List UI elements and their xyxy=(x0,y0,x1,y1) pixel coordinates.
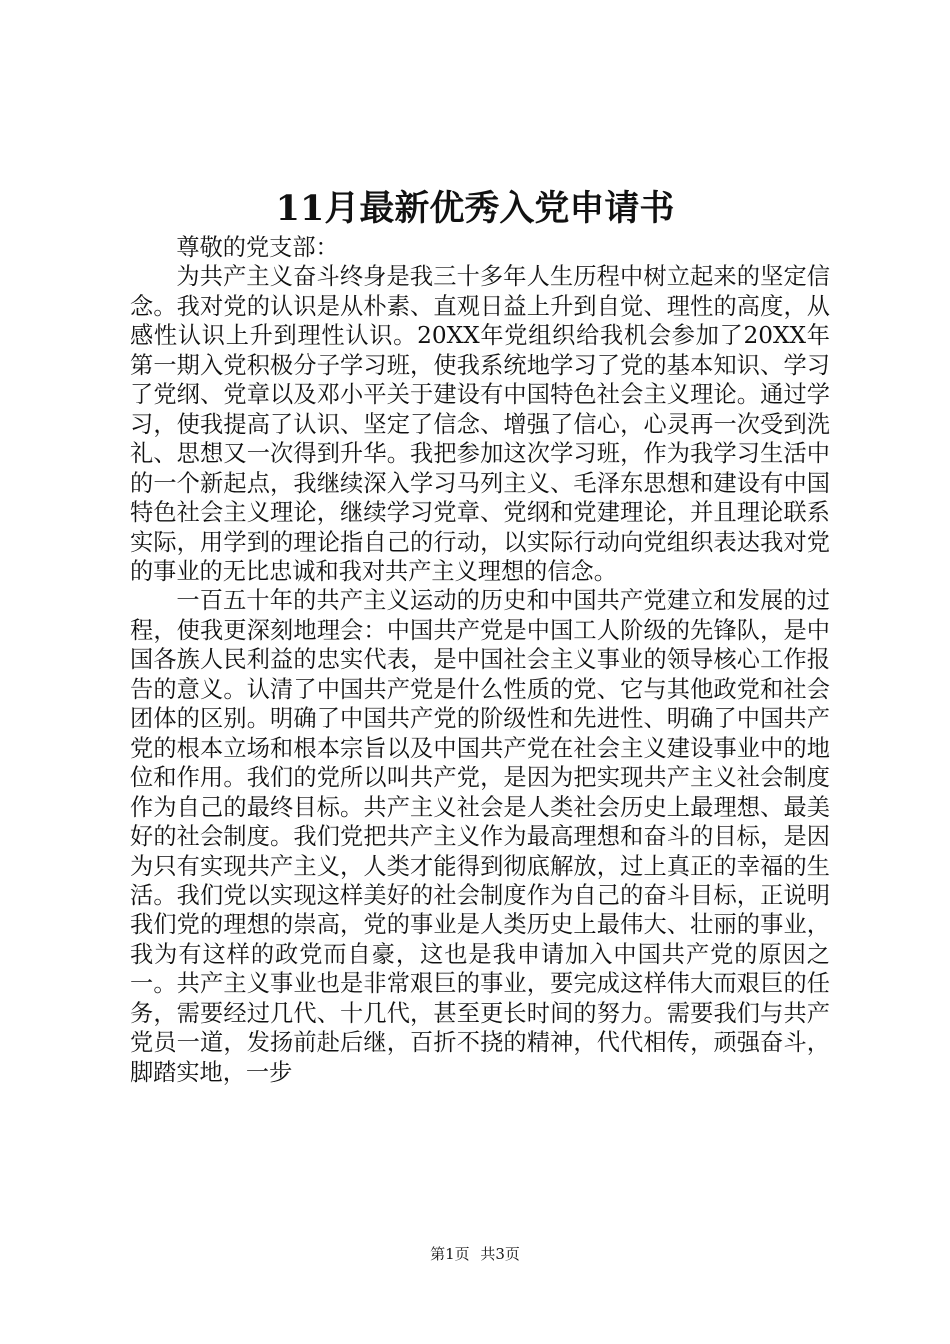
page-number-current: 第1页 xyxy=(430,1245,470,1263)
salutation: 尊敬的党支部： xyxy=(176,234,339,261)
paragraph-1: 为共产主义奋斗终身是我三十多年人生历程中树立起来的坚定信念。我对党的认识是从朴素、直观日益上升到自觉、理性的高度，从感性认识上升到理性认识。20XX年党组织给我机会参加了20XX年第一期入党积极分子学习班，使我系统地学习了党的基本知识、学习了党纲、党章以及邓小平关于建设有中国特色社会主义理论。通过学习，使我提高了认识、坚定了信念、增强了信心，心灵再一次受到洗礼、思想又一次得到升华。我把参加这次学习班，作为我学习生活中的一个新起点，我继续深入学习马列主义、毛泽东思想和建设有中国特色社会主义理论，继续学习党章、党纲和党建理论，并且理论联系实际，用学到的理论指自己的行动，以实际行动向党组织表达我对党的事业的无比忠诚和我对共产主义理想的信念。 xyxy=(130,263,830,585)
paragraph-2: 一百五十年的共产主义运动的历史和中国共产党建立和发展的过程，使我更深刻地理会：中国共产党是中国工人阶级的先锋队，是中国各族人民利益的忠实代表，是中国社会主义事业的领导核心工作报告的意义。认清了中国共产党是什么性质的党、它与其他政党和社会团体的区别。明确了中国共产党的阶级性和先进性、明确了中国共产党的根本立场和根本宗旨以及中国共产党在社会主义建设事业中的地位和作用。我们的党所以叫共产党，是因为把实现共产主义社会制度作为自己的最终目标。共产主义社会是人类社会历史上最理想、最美好的社会制度。我们党把共产主义作为最高理想和奋斗的目标，是因为只有实现共产主义，人类才能得到彻底解放，过上真正的幸福的生活。我们党以实现这样美好的社会制度作为自己的奋斗目标，正说明我们党的理想的崇高，党的事业是人类历史上最伟大、壮丽的事业，我为有这样的政党而自豪，这也是我申请加入中国共产党的原因之一。共产主义事业也是非常艰巨的事业，要完成这样伟大而艰巨的任务，需要经过几代、十几代，甚至更长时间的努力。需要我们与共产党员一道，发扬前赴后继，百折不挠的精神，代代相传，顽强奋斗，脚踏实地，一步 xyxy=(130,587,830,1086)
page-number-total: 共3页 xyxy=(480,1245,520,1263)
page-footer xyxy=(0,1243,950,1265)
document-title: 11月最新优秀入党申请书 xyxy=(275,188,675,229)
document-body xyxy=(130,233,830,1087)
